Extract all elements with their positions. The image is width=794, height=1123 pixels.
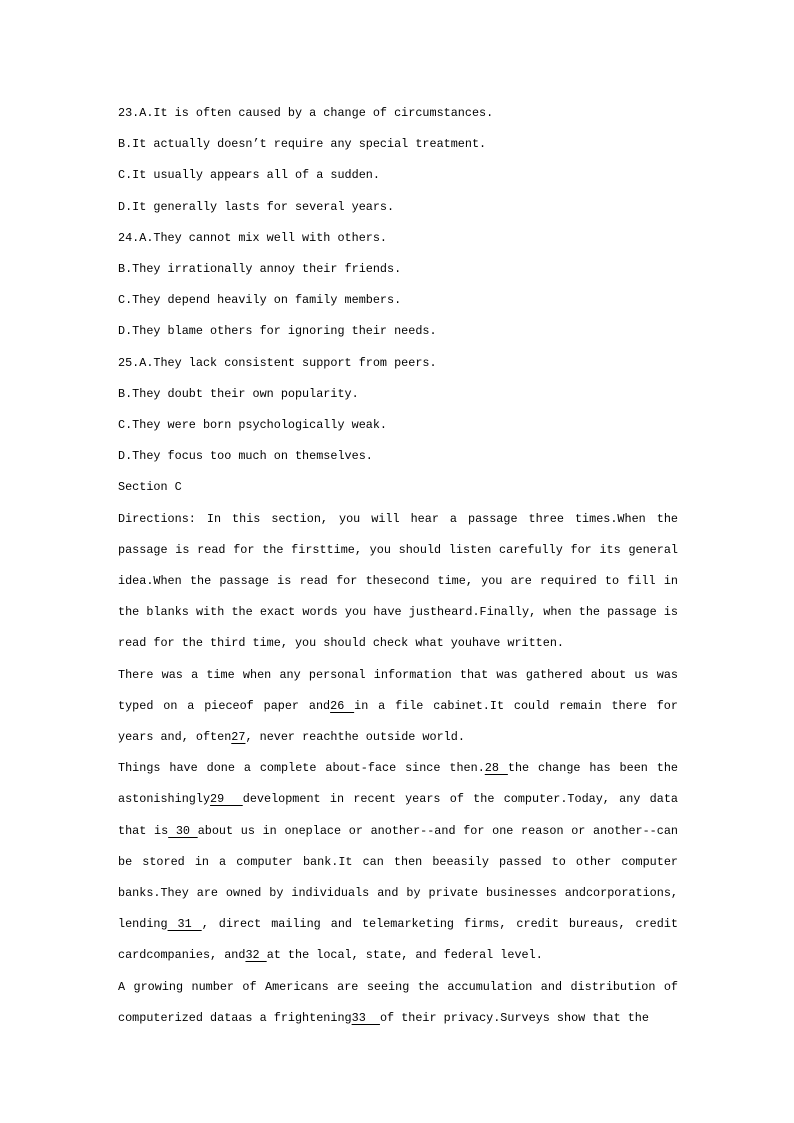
section-c-heading: [118, 472, 678, 503]
text-segment: of their privacy.Surveys show that the: [379, 1010, 649, 1025]
question-25-option-d: [118, 441, 678, 472]
blank-26: 26: [330, 698, 355, 713]
question-24-option-c: [118, 285, 678, 316]
text-segment: C.It usually appears all of a sudden.: [118, 168, 380, 183]
question-23-option-b: [118, 129, 678, 160]
blank-33: 33: [351, 1010, 380, 1025]
question-23-option-c: [118, 160, 678, 191]
blank-29: 29: [210, 792, 243, 807]
text-segment: D.They focus too much on themselves.: [118, 449, 373, 464]
question-24-option-b: [118, 254, 678, 285]
text-segment: Things have done a complete about-face since then.: [118, 761, 485, 776]
text-segment: the change has been the astonishingly: [118, 761, 679, 807]
text-segment: D.They blame others for ignoring their needs.: [118, 324, 437, 339]
text-segment: 25.A.They lack consistent support from peers.: [118, 355, 437, 370]
text-segment: , never reachthe outside world.: [245, 730, 465, 745]
text-segment: B.It actually doesn’t require any special treatment.: [118, 137, 487, 152]
blank-27: 27: [231, 730, 246, 745]
text-segment: about us in oneplace or another--and for one reason or another--can be stored in a computer bank.It can then beeasily passed to other computer banks.They are owned by individuals and by private businesses andcorporations, lending: [118, 823, 678, 932]
text-segment: B.They doubt their own popularity.: [118, 386, 359, 401]
text-segment: D.It generally lasts for several years.: [118, 199, 395, 214]
text-segment: at the local, state, and federal level.: [266, 948, 543, 963]
blank-28: 28: [484, 761, 508, 776]
text-segment: C.They depend heavily on family members.: [118, 293, 402, 308]
question-23-option-d: [118, 192, 678, 223]
document-content: [118, 98, 678, 1034]
text-segment: , direct mailing and telemarketing firms, credit bureaus, credit cardcompanies, and: [118, 917, 678, 963]
blank-30: 30: [168, 823, 198, 838]
blank-31: 31: [167, 917, 202, 932]
text-segment: in a file cabinet.It could remain there for years and, often: [118, 698, 678, 745]
question-24-option-d: [118, 316, 678, 347]
text-segment: 23.A.It is often caused by a change of circumstances.: [118, 106, 494, 120]
text-segment: Section C: [118, 480, 182, 495]
passage-paragraph-3: [118, 972, 678, 1034]
text-segment: C.They were born psychologically weak.: [118, 418, 388, 433]
text-segment: A growing number of Americans are seeing the accumulation and distribution of computerized dataas a frightening: [118, 979, 678, 1025]
question-24-option-a: [118, 223, 678, 254]
text-segment: B.They irrationally annoy their friends.: [118, 262, 402, 277]
text-segment: There was a time when any personal information that was gathered about us was typed on a pieceof paper and: [118, 667, 678, 713]
text-segment: development in recent years of the computer.Today, any data that is: [118, 792, 678, 838]
passage-paragraph-2: [118, 753, 678, 971]
question-25-option-a: [118, 348, 678, 379]
question-25-option-b: [118, 379, 678, 410]
question-25-option-c: [118, 410, 678, 441]
directions-paragraph: [118, 504, 678, 660]
blank-32: 32: [245, 948, 267, 963]
text-segment: 24.A.They cannot mix well with others.: [118, 230, 388, 245]
passage-paragraph-1: [118, 660, 678, 754]
text-segment: Directions: In this section, you will hear a passage three times.When the passage is read for the firsttime, you should listen carefully for its general idea.When the passage is read for thesecond time, you are required to fill in the blanks with the exact words you have justheard.Finally, when the passage is read for the third time, you should check what youhave written.: [118, 511, 678, 651]
question-23-option-a: [118, 98, 678, 129]
